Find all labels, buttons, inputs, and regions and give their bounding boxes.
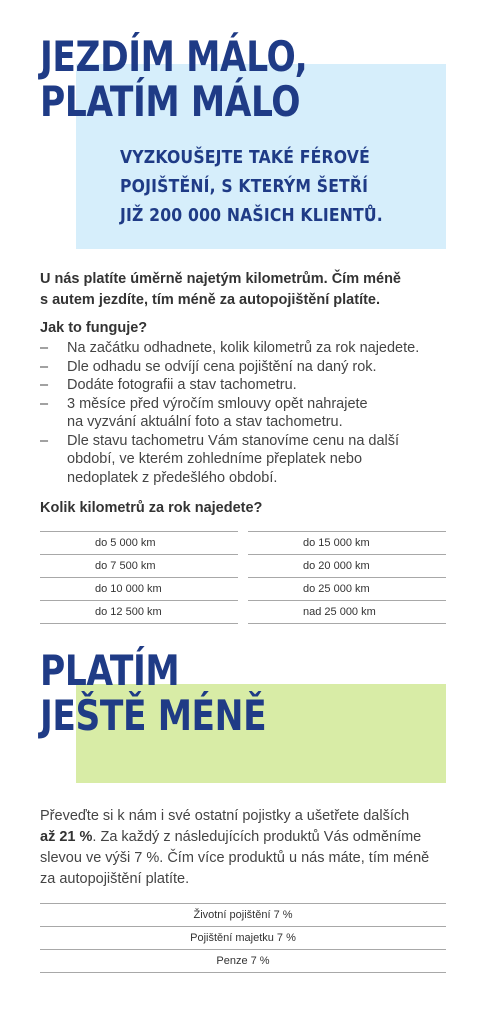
dash-marker: –: [40, 395, 49, 412]
headline-section1: [40, 34, 307, 124]
savings-text: . Za každý z následujících produktů Vás odměníme: [92, 829, 422, 845]
km-option: do 12 500 km: [95, 606, 162, 618]
km-option: do 5 000 km: [95, 537, 156, 549]
km-row: [40, 600, 238, 624]
km-option: do 15 000 km: [303, 537, 370, 549]
step-item: [40, 395, 460, 432]
step-line: Dle stavu tachometru Vám stanovíme cenu na další: [67, 432, 400, 449]
discount-highlight: až 21 %: [40, 829, 93, 845]
dash-marker: –: [40, 340, 49, 356]
product-row: Pojištění majetku 7 %: [40, 926, 446, 949]
headline-line: JEZDÍM MÁLO,: [40, 32, 308, 81]
km-row: [248, 577, 446, 600]
products-table: [40, 903, 446, 973]
savings-line: Převeďte si k nám i své ostatní pojistky a ušetřete dalších: [40, 808, 410, 824]
step-line: Dodáte fotografii a stav tachometru.: [67, 377, 297, 393]
km-option: do 10 000 km: [95, 583, 162, 595]
headline-line: JEŠTĚ MÉNĚ: [40, 691, 267, 740]
savings-paragraph: [40, 806, 460, 890]
step-line: 3 měsíce před výročím smlouvy opět nahrajete: [67, 395, 368, 412]
step-item: [40, 339, 460, 358]
dash-marker: –: [40, 358, 49, 375]
how-it-works-title: Jak to funguje?: [40, 320, 148, 336]
dash-marker: –: [40, 377, 49, 393]
step-item: [40, 376, 460, 395]
subheadline-line: POJIŠTĚNÍ, S KTERÝM ŠETŘÍ: [120, 176, 369, 197]
step-line: období, ve kterém zohledníme přeplatek nebo: [67, 451, 363, 467]
step-line: Dle odhadu se odvíjí cena pojištění na daný rok.: [67, 358, 377, 375]
step-item: [40, 358, 460, 377]
km-table-left: [40, 531, 238, 624]
km-table-right: [248, 531, 446, 624]
subheadline-line: VYZKOUŠEJTE TAKÉ FÉROVÉ: [120, 147, 370, 168]
km-row: [40, 554, 238, 577]
savings-line: [40, 827, 460, 848]
intro-paragraph: [40, 269, 440, 311]
step-line: Na začátku odhadnete, kolik kilometrů za rok najedete.: [67, 340, 420, 356]
km-question-title: Kolik kilometrů za rok najedete?: [40, 500, 263, 516]
headline-section2: [40, 648, 266, 738]
intro-line: U nás platíte úměrně najetým kilometrům. Čím méně: [40, 271, 401, 287]
km-row: [248, 554, 446, 577]
subheadline-line: JIŽ 200 000 NAŠICH KLIENTŮ.: [120, 205, 383, 226]
product-row: Penze 7 %: [40, 949, 446, 973]
subheadline: [120, 143, 383, 230]
savings-line: slevou ve výši 7 %. Čím více produktů u nás máte, tím méně: [40, 850, 430, 866]
savings-line: za autopojištění platíte.: [40, 871, 190, 887]
km-option: do 25 000 km: [303, 583, 370, 595]
steps-list: [40, 339, 460, 487]
km-option: nad 25 000 km: [303, 606, 376, 618]
km-option: do 7 500 km: [95, 560, 156, 572]
dash-marker: –: [40, 432, 49, 449]
headline-line: PLATÍM: [40, 646, 180, 695]
km-row: [40, 531, 238, 554]
km-row: [248, 600, 446, 624]
product-row: Životní pojištění 7 %: [40, 903, 446, 926]
step-item: [40, 432, 460, 488]
step-line: na vyzvání aktuální foto a stav tachometru.: [67, 414, 343, 430]
intro-line: s autem jezdíte, tím méně za autopojištění platíte.: [40, 292, 381, 308]
km-row: [248, 531, 446, 554]
km-option: do 20 000 km: [303, 560, 370, 572]
headline-line: PLATÍM MÁLO: [40, 77, 301, 126]
km-row: [40, 577, 238, 600]
step-line: nedoplatek z předešlého období.: [67, 469, 278, 486]
